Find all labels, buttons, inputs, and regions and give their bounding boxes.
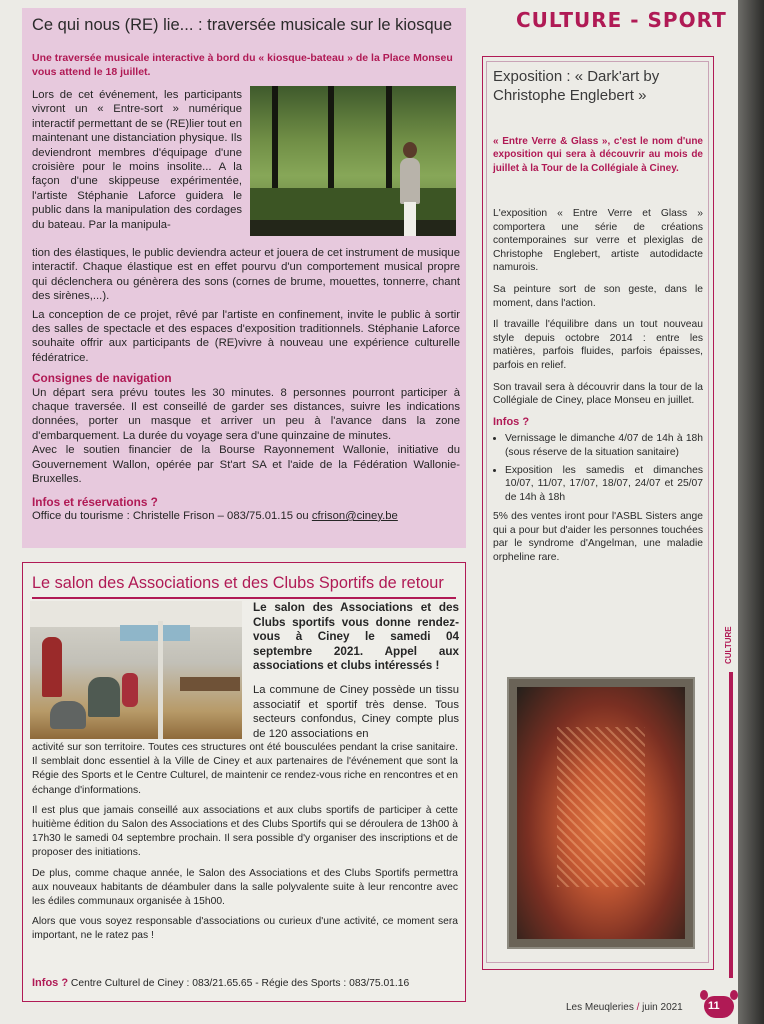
infos-label: Infos ? (32, 977, 69, 989)
contact-email-link[interactable]: cfrison@ciney.be (311, 509, 398, 522)
title-divider (32, 597, 456, 599)
exposition-infos-heading: Infos ? (493, 415, 530, 428)
article-salon-lead: Le salon des Associations et des Clubs sportifs vous donne rendez-vous à Ciney le samedi 04 septembre 2021. Appel aux associations et clubs intéressés ! (253, 601, 459, 673)
exposition-dates-list (493, 432, 703, 504)
exposition-lead: « Entre Verre & Glass », c'est le nom d'une exposition qui sera à découvrir au mois de juillet à la Tour de la Collégiale à Ciney. (493, 136, 703, 174)
infos-contacts: Centre Culturel de Ciney : 083/21.65.65 - Régie des Sports : 083/75.01.16 (68, 978, 410, 989)
page-edge-shadow (738, 0, 764, 1024)
exposition-title: Exposition : « Dark'art by Christophe Englebert » (493, 68, 660, 104)
article-kiosque (22, 8, 466, 548)
side-tab-bar (729, 672, 733, 978)
culture-side-tab (724, 620, 738, 980)
footer-date: juin 2021 (642, 1002, 683, 1013)
page-footer (566, 1002, 683, 1013)
article-salon-infos (32, 977, 458, 989)
article-kiosque-body (32, 246, 460, 523)
section-header: CULTURE - SPORT (516, 8, 727, 32)
paragraph: La conception de ce projet, rêvé par l'artiste en confinement, invite le public à sortir des salles de spectacle et des espaces d'exposition traditionnels. Stéphanie Laforce souhaite offrir aux participants de (RE)vivre à nouveau une expérience culturelle fédératrice. (32, 308, 460, 364)
page-number-badge (698, 990, 740, 1022)
article-salon-associations (22, 562, 466, 1002)
side-tab-label: CULTURE (724, 626, 733, 664)
paragraph: Un départ sera prévu toutes les 30 minutes. 8 personnes pourront participer à chaque traversée. Il est conseillé de garder ses distances, suivre les indications données, porter un masque et arriver un peu à l'avance dans la zone d'embarquement. La durée du voyage sera d'une quinzaine de minutes. (32, 386, 460, 442)
heading-infos-reservations: Infos et réservations ? (32, 494, 158, 509)
contact-line (32, 509, 460, 523)
paragraph: Alors que vous soyez responsable d'associations ou curieux d'une activité, ce moment sera important, ne le ratez pas ! (32, 916, 458, 942)
article-salon-intro: La commune de Ciney possède un tissu associatif et sportif très dense. Tous secteurs confondus, Ciney compte plus de 120 associations en (253, 684, 459, 740)
article-salon-title: Le salon des Associations et des Clubs Sportifs de retour (32, 574, 444, 592)
heading-navigation: Consignes de navigation (32, 371, 172, 386)
paragraph: Avec le soutien financier de la Bourse Rayonnement Wallonie, initiative du Gouvernement Wallon, opérée par St'art SA et l'aide de la Fédération Wallonie-Bruxelles. (32, 444, 460, 486)
paragraph: tion des élastiques, le public deviendra acteur et jouera de cet instrument de musique interactif. Chaque élastique est en effet pourvu d'un comportement musical propre qui déclenchera ou génèrera des sons (cornes de brume, mouettes, tonnerre, chant des sirènes,...). (32, 247, 460, 303)
photo-salon-crowd (30, 601, 242, 739)
paragraph: 5% des ventes iront pour l'ASBL Sisters ange qui a pour but d'aider les personnes touchées par le syndrome d'Angelman, une maladie orpheline rare. (493, 511, 703, 564)
paragraph: activité sur son territoire. Toutes ces structures ont été bousculées pendant la crise sanitaire. Il semblait donc essentiel à la Ville de Ciney et aux partenaires de l'événement que sont la Régie des Sports et le Centre Culturel, de maintenir ce rendez-vous riche en rencontres et en échange d'informations. (32, 742, 458, 796)
paragraph: Il travaille l'équilibre dans un tout nouveau style depuis octobre 2014 : entre les matières, parfois fluides, parfois épaisses, parfois en relief. (493, 319, 703, 371)
list-item: • Exposition les samedis et dimanches 10/07, 11/07, 17/07, 18/07, 24/07 et 25/07 de 14h à 18h (505, 464, 703, 505)
article-kiosque-title: Ce qui nous (RE) lie... : traversée musicale sur le kiosque (32, 16, 453, 34)
photo-kiosque-performer (250, 86, 456, 236)
article-salon-body (32, 741, 458, 950)
article-exposition (482, 56, 714, 970)
paragraph: Son travail sera à découvrir dans la tour de la Collégiale de Ciney, place Monseu en juillet. (493, 381, 703, 407)
footer-magazine-name: Les Meuqleries (566, 1002, 634, 1013)
article-kiosque-subtitle: Une traversée musicale interactive à bord du « kiosque-bateau » de la Place Monseu vous attend le 18 juillet. (32, 52, 453, 78)
exposition-body (493, 207, 703, 573)
page-number: 11 (708, 1000, 720, 1012)
painting-artwork-image (507, 677, 695, 949)
paragraph: L'exposition « Entre Verre et Glass » comportera une série de créations contemporaines sur verre et plexiglas de Christophe Englebert, artiste autodidacte namurois. (493, 208, 703, 274)
paragraph: Il est plus que jamais conseillé aux associations et aux clubs sportifs de participer à cette huitième édition du Salon des Associations et des Clubs Sportifs qui se déroulera de 13h00 à 17h30 le samedi 04 septembre prochain. Il sera possible d'y organiser des inscriptions et de proposer des initiations. (32, 804, 458, 859)
paragraph: Sa peinture sort de son geste, dans le moment, dans l'action. (493, 283, 703, 309)
list-item: • Vernissage le dimanche 4/07 de 14h à 18h (sous réserve de la situation sanitaire) (505, 432, 703, 459)
article-kiosque-intro (32, 88, 242, 232)
footer-separator: / (633, 1002, 643, 1013)
contact-text: Office du tourisme : Christelle Frison – 083/75.01.15 ou (32, 509, 312, 522)
paragraph: Lors de cet événement, les participants vivront un « Entre-sort » numérique interactif permettant de se (RE)lier tout en maintenant une distanciation physique. Ils deviendront membres d'équipage d'une croisière pour le moins insolite... A la façon d'une skippeuse expérimentée, l'artiste Stéphanie Laforce guidera le public dans la manipulation des cordages du bateau. Par la manipula- (32, 89, 242, 231)
paragraph: De plus, comme chaque année, le Salon des Associations et des Clubs Sportifs permettra aux nouveaux habitants de déambuler dans la salle polyvalente suite à leur rencontre avec les édiles communaux organisée à 15h00. (32, 867, 458, 908)
